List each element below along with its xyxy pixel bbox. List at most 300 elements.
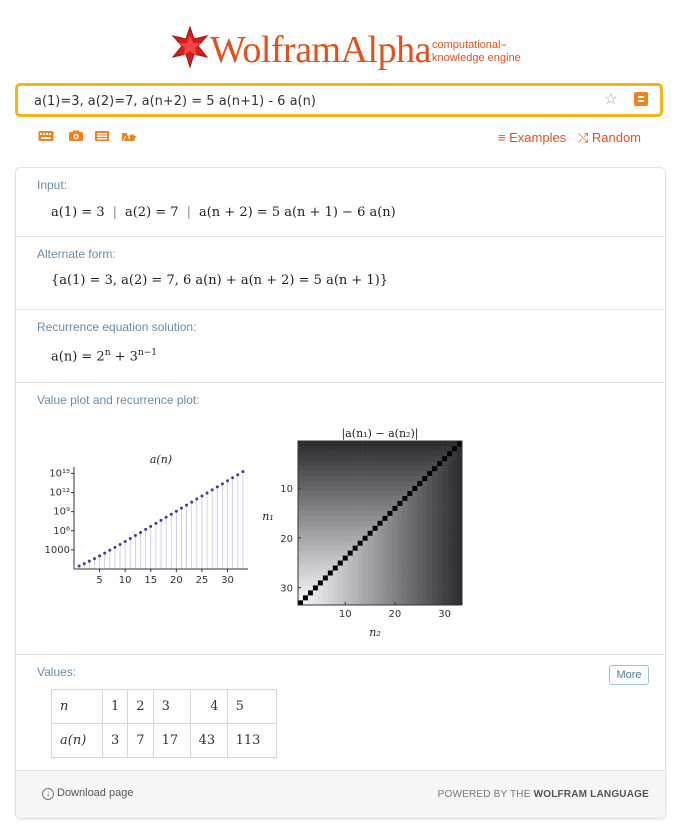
heatmap-cell (432, 486, 437, 491)
heatmap-cell (348, 491, 353, 496)
heatmap-cell (442, 496, 447, 501)
heatmap-cell (358, 535, 363, 540)
heatmap-cell (442, 486, 447, 491)
values-pod (16, 655, 665, 772)
data-point (241, 470, 244, 473)
heatmap-cell (363, 540, 368, 545)
heatmap-cell (417, 580, 422, 585)
heatmap-cell (333, 525, 338, 530)
heatmap-cell (417, 451, 422, 456)
heatmap-cell (382, 506, 387, 511)
camera-icon[interactable] (68, 130, 84, 142)
heatmap-cell (298, 595, 303, 600)
heatmap-cell (402, 535, 407, 540)
heatmap-cell (447, 476, 452, 481)
heatmap-cell (338, 451, 343, 456)
search-box[interactable] (15, 83, 663, 117)
heatmap-cell (442, 466, 447, 471)
heatmap-cell (308, 501, 313, 506)
random-link[interactable]: ⤭ Random (577, 130, 641, 145)
heatmap-cell (368, 501, 373, 506)
heatmap-cell (358, 501, 363, 506)
heatmap-cell (368, 481, 373, 486)
y-tick-label: 10¹² (49, 487, 70, 499)
heatmap-cell (353, 486, 358, 491)
heatmap-cell (298, 525, 303, 530)
data-point (180, 507, 183, 510)
heatmap-cell (402, 496, 407, 501)
keyboard-icon[interactable] (38, 130, 54, 142)
brand-wordmark: WolframAlpha (210, 29, 431, 71)
heatmap-cell (397, 501, 402, 506)
heatmap-cell (368, 511, 373, 516)
heatmap-cell (442, 560, 447, 565)
heatmap-cell (422, 466, 427, 471)
heatmap-cell (427, 555, 432, 560)
heatmap-cell (387, 580, 392, 585)
heatmap-cell (338, 506, 343, 511)
heatmap-cell (392, 496, 397, 501)
heatmap-cell (417, 590, 422, 595)
heatmap-cell (437, 595, 442, 600)
heatmap-cell (363, 560, 368, 565)
heatmap-cell (378, 530, 383, 535)
heatmap-cell (447, 545, 452, 550)
heatmap-cell (427, 580, 432, 585)
heatmap-cell (328, 580, 333, 585)
heatmap-cell (422, 545, 427, 550)
heatmap-cell (432, 446, 437, 451)
heatmap-cell (412, 471, 417, 476)
heatmap-cell (308, 451, 313, 456)
heatmap-cell (432, 491, 437, 496)
heatmap-cell (313, 486, 318, 491)
heatmap-cell (308, 486, 313, 491)
heatmap-cell (412, 456, 417, 461)
heatmap-cell (313, 451, 318, 456)
heatmap-cell (402, 555, 407, 560)
heatmap-cell (407, 530, 412, 535)
data-point (103, 552, 106, 555)
heatmap-cell (343, 501, 348, 506)
heatmap-cell (437, 491, 442, 496)
heatmap-cell (328, 575, 333, 580)
heatmap-cell (303, 491, 308, 496)
heatmap-cell (437, 451, 442, 456)
heatmap-cell (397, 511, 402, 516)
heatmap-cell (348, 516, 353, 521)
heatmap-cell (417, 501, 422, 506)
heatmap-cell (412, 550, 417, 555)
heatmap-cell (303, 535, 308, 540)
tagline-line-2: knowledge engine (432, 52, 521, 64)
heatmap-cell (407, 466, 412, 471)
heatmap-cell (392, 585, 397, 590)
heatmap-cell (343, 471, 348, 476)
heatmap-cell (397, 595, 402, 600)
heatmap-cell (378, 590, 383, 595)
heatmap-cell (368, 595, 373, 600)
heatmap-cell (313, 471, 318, 476)
heatmap-cell (318, 461, 323, 466)
heatmap-cell (373, 486, 378, 491)
heatmap-cell (343, 441, 348, 446)
heatmap-cell (378, 441, 383, 446)
heatmap-cell (353, 461, 358, 466)
heatmap-cell (397, 476, 402, 481)
heatmap-cell (412, 511, 417, 516)
heatmap-cell (343, 590, 348, 595)
heatmap-cell (323, 496, 328, 501)
heatmap-cell (373, 511, 378, 516)
heatmap-cell (402, 521, 407, 526)
heatmap-cell (318, 446, 323, 451)
heatmap-cell (432, 456, 437, 461)
heatmap-cell (368, 590, 373, 595)
heatmap-cell (328, 461, 333, 466)
menu-icon[interactable] (634, 92, 648, 106)
table-icon[interactable] (94, 130, 110, 142)
heatmap-cell (328, 466, 333, 471)
heatmap-cell (402, 550, 407, 555)
heatmap-cell (442, 451, 447, 456)
heatmap-cell (338, 456, 343, 461)
heatmap-cell (402, 511, 407, 516)
heatmap-cell (313, 516, 318, 521)
heatmap-cell (308, 555, 313, 560)
heatmap-cell (452, 456, 457, 461)
heatmap-cell (427, 516, 432, 521)
heatmap-cell (427, 496, 432, 501)
heatmap-cell (298, 590, 303, 595)
heatmap-cell (447, 565, 452, 570)
heatmap-cell (397, 486, 402, 491)
heatmap-cell (333, 540, 338, 545)
heatmap-cell (303, 570, 308, 575)
heatmap-cell (303, 446, 308, 451)
x-tick-label: 20 (388, 609, 402, 620)
heatmap-cell (373, 575, 378, 580)
heatmap-cell (353, 555, 358, 560)
heatmap-cell (432, 441, 437, 446)
heatmap-cell (402, 516, 407, 521)
heatmap-cell (313, 466, 318, 471)
heatmap-cell (373, 585, 378, 590)
input-part-3: a(n + 2) = 5 a(n + 1) − 6 a(n) (198, 205, 396, 220)
heatmap-cell (363, 446, 368, 451)
heatmap-cell (378, 535, 383, 540)
heatmap-cell (442, 476, 447, 481)
heatmap-cell (387, 540, 392, 545)
heatmap-cell (447, 501, 452, 506)
heatmap-cell (333, 521, 338, 526)
heatmap-cell (303, 466, 308, 471)
heatmap-cell (323, 575, 328, 580)
heatmap-cell (298, 471, 303, 476)
heatmap-cell (412, 580, 417, 585)
heatmap-cell (442, 590, 447, 595)
heatmap-cell (353, 570, 358, 575)
heatmap-cell (343, 565, 348, 570)
upload-icon[interactable] (121, 130, 137, 142)
download-icon: ↓ (42, 788, 54, 800)
heatmap-cell (313, 530, 318, 535)
heatmap-cell (368, 555, 373, 560)
heatmap-cell (447, 525, 452, 530)
heatmap-cell (397, 441, 402, 446)
heatmap-cell (373, 545, 378, 550)
heatmap-cell (373, 496, 378, 501)
heatmap-cell (432, 525, 437, 530)
heatmap-cell (348, 456, 353, 461)
heatmap-cell (417, 456, 422, 461)
heatmap-cell (437, 441, 442, 446)
heatmap-cell (348, 496, 353, 501)
table-row (52, 690, 277, 724)
heatmap-cell (333, 530, 338, 535)
heatmap-cell (442, 471, 447, 476)
wolfram-alpha-logo[interactable] (170, 24, 530, 74)
heatmap-cell (427, 481, 432, 486)
heatmap-cell (318, 550, 323, 555)
heatmap-cell (452, 466, 457, 471)
heatmap-cell (298, 570, 303, 575)
heatmap-cell (363, 565, 368, 570)
heatmap-cell (358, 545, 363, 550)
more-button[interactable]: More (609, 665, 649, 685)
heatmap-cell (392, 446, 397, 451)
heatmap-cell (338, 496, 343, 501)
heatmap-cell (298, 521, 303, 526)
heatmap-cell (353, 521, 358, 526)
heatmap-cell (427, 456, 432, 461)
data-point (190, 501, 193, 504)
table-cell: 2 (128, 690, 153, 724)
heatmap-cell (432, 481, 437, 486)
heatmap-cell (328, 535, 333, 540)
heatmap-cell (313, 580, 318, 585)
heatmap-cell (313, 511, 318, 516)
heatmap-cell (397, 466, 402, 471)
heatmap-cell (447, 441, 452, 446)
heatmap-cell (407, 535, 412, 540)
heatmap-cell (363, 516, 368, 521)
heatmap-cell (368, 550, 373, 555)
heatmap-cell (318, 471, 323, 476)
heatmap-cell (392, 550, 397, 555)
heatmap-cell (338, 565, 343, 570)
heatmap-cell (323, 511, 328, 516)
heatmap-cell (358, 585, 363, 590)
heatmap-cell (368, 456, 373, 461)
heatmap-cell (373, 521, 378, 526)
heatmap-cell (323, 580, 328, 585)
heatmap-cell (412, 540, 417, 545)
heatmap-cell (407, 550, 412, 555)
heatmap-cell (363, 466, 368, 471)
heatmap-cell (447, 595, 452, 600)
heatmap-cell (427, 471, 432, 476)
heatmap-cell (323, 486, 328, 491)
heatmap-cell (378, 585, 383, 590)
heatmap-cell (422, 521, 427, 526)
heatmap-cell (373, 540, 378, 545)
heatmap-cell (392, 540, 397, 545)
heatmap-cell (432, 565, 437, 570)
heatmap-cell (437, 486, 442, 491)
heatmap-cell (392, 570, 397, 575)
heatmap-cell (363, 525, 368, 530)
solution-expr (51, 348, 157, 364)
data-point (236, 473, 239, 476)
heatmap-cell (387, 595, 392, 600)
powered-by (438, 789, 649, 800)
heatmap-cell (303, 496, 308, 501)
heatmap-cell (452, 575, 457, 580)
heatmap-cell (363, 595, 368, 600)
results-card (15, 167, 666, 819)
heatmap-cell (368, 565, 373, 570)
heatmap-cell (447, 530, 452, 535)
heatmap-cell (308, 585, 313, 590)
heatmap-cell (318, 575, 323, 580)
heatmap-cell (318, 525, 323, 530)
heatmap-cell (427, 540, 432, 545)
heatmap-cell (308, 456, 313, 461)
heatmap-cell (437, 446, 442, 451)
heatmap-cell (373, 471, 378, 476)
heatmap-cell (392, 476, 397, 481)
heatmap-cell (348, 560, 353, 565)
heatmap-cell (348, 575, 353, 580)
heatmap-cell (447, 590, 452, 595)
heatmap-cell (417, 545, 422, 550)
y-tick-label: 10⁶ (53, 525, 70, 537)
search-input[interactable] (34, 91, 594, 111)
heatmap-cell (328, 595, 333, 600)
heatmap-cell (303, 456, 308, 461)
heatmap-cell (447, 580, 452, 585)
heatmap-cell (303, 525, 308, 530)
heatmap-cell (333, 491, 338, 496)
heatmap-cell (392, 590, 397, 595)
heatmap-cell (303, 540, 308, 545)
heatmap-cell (348, 525, 353, 530)
heatmap-cell (353, 476, 358, 481)
heatmap-cell (338, 570, 343, 575)
pod-title: Alternate form: (37, 247, 116, 261)
heatmap-cell (368, 516, 373, 521)
heatmap-cell (427, 525, 432, 530)
heatmap-cell (313, 595, 318, 600)
heatmap-cell (303, 516, 308, 521)
heatmap-cell (378, 456, 383, 461)
heatmap-cell (338, 545, 343, 550)
heatmap-cell (343, 570, 348, 575)
heatmap-cell (382, 550, 387, 555)
heatmap-cell (363, 451, 368, 456)
heatmap-cell (392, 565, 397, 570)
heatmap-cell (387, 451, 392, 456)
heatmap-cell (387, 535, 392, 540)
heatmap-cell (447, 560, 452, 565)
heatmap-cell (387, 491, 392, 496)
heatmap-cell (368, 451, 373, 456)
heatmap-cell (427, 530, 432, 535)
heatmap-cell (392, 511, 397, 516)
heatmap-cell (417, 466, 422, 471)
heatmap-cell (343, 461, 348, 466)
heatmap-cell (407, 481, 412, 486)
heatmap-cell (452, 481, 457, 486)
heatmap-cell (358, 451, 363, 456)
heatmap-cell (412, 466, 417, 471)
heatmap-cell (333, 461, 338, 466)
heatmap-cell (437, 496, 442, 501)
data-point (226, 479, 229, 482)
heatmap-cell (422, 550, 427, 555)
heatmap-cell (447, 491, 452, 496)
heatmap-cell (353, 471, 358, 476)
heatmap-cell (437, 540, 442, 545)
download-page-link[interactable] (42, 787, 133, 800)
heatmap-cell (452, 585, 457, 590)
heatmap-cell (427, 565, 432, 570)
data-point (160, 519, 163, 522)
heatmap-cell (422, 595, 427, 600)
heatmap-cell (382, 456, 387, 461)
heatmap-cell (328, 550, 333, 555)
heatmap-cell (323, 570, 328, 575)
heatmap-cell (368, 491, 373, 496)
heatmap-cell (452, 516, 457, 521)
data-point (175, 510, 178, 513)
heatmap-cell (442, 585, 447, 590)
heatmap-cell (422, 486, 427, 491)
heatmap-cell (338, 560, 343, 565)
heatmap-cell (358, 506, 363, 511)
star-icon[interactable]: ☆ (603, 91, 618, 108)
heatmap-cell (422, 585, 427, 590)
heatmap-cell (382, 451, 387, 456)
heatmap-cell (318, 585, 323, 590)
heatmap-cell (447, 446, 452, 451)
heatmap-cell (442, 525, 447, 530)
heatmap-cell (348, 565, 353, 570)
heatmap-cell (387, 471, 392, 476)
heatmap-cell (328, 506, 333, 511)
heatmap-cell (348, 446, 353, 451)
examples-link[interactable]: ≡ Examples (497, 130, 567, 145)
heatmap-cell (373, 466, 378, 471)
heatmap-cell (333, 481, 338, 486)
solution-exponent-1: n (104, 348, 111, 358)
heatmap-cell (407, 555, 412, 560)
heatmap-cell (422, 516, 427, 521)
heatmap-cell (427, 476, 432, 481)
heatmap-cell (333, 565, 338, 570)
heatmap-cell (417, 446, 422, 451)
data-point (165, 516, 168, 519)
heatmap-cell (313, 570, 318, 575)
heatmap-cell (373, 501, 378, 506)
heatmap-cell (323, 525, 328, 530)
solution-pod (16, 310, 665, 383)
data-point (134, 534, 137, 537)
heatmap-cell (378, 525, 383, 530)
heatmap-cell (437, 570, 442, 575)
heatmap-cell (412, 545, 417, 550)
